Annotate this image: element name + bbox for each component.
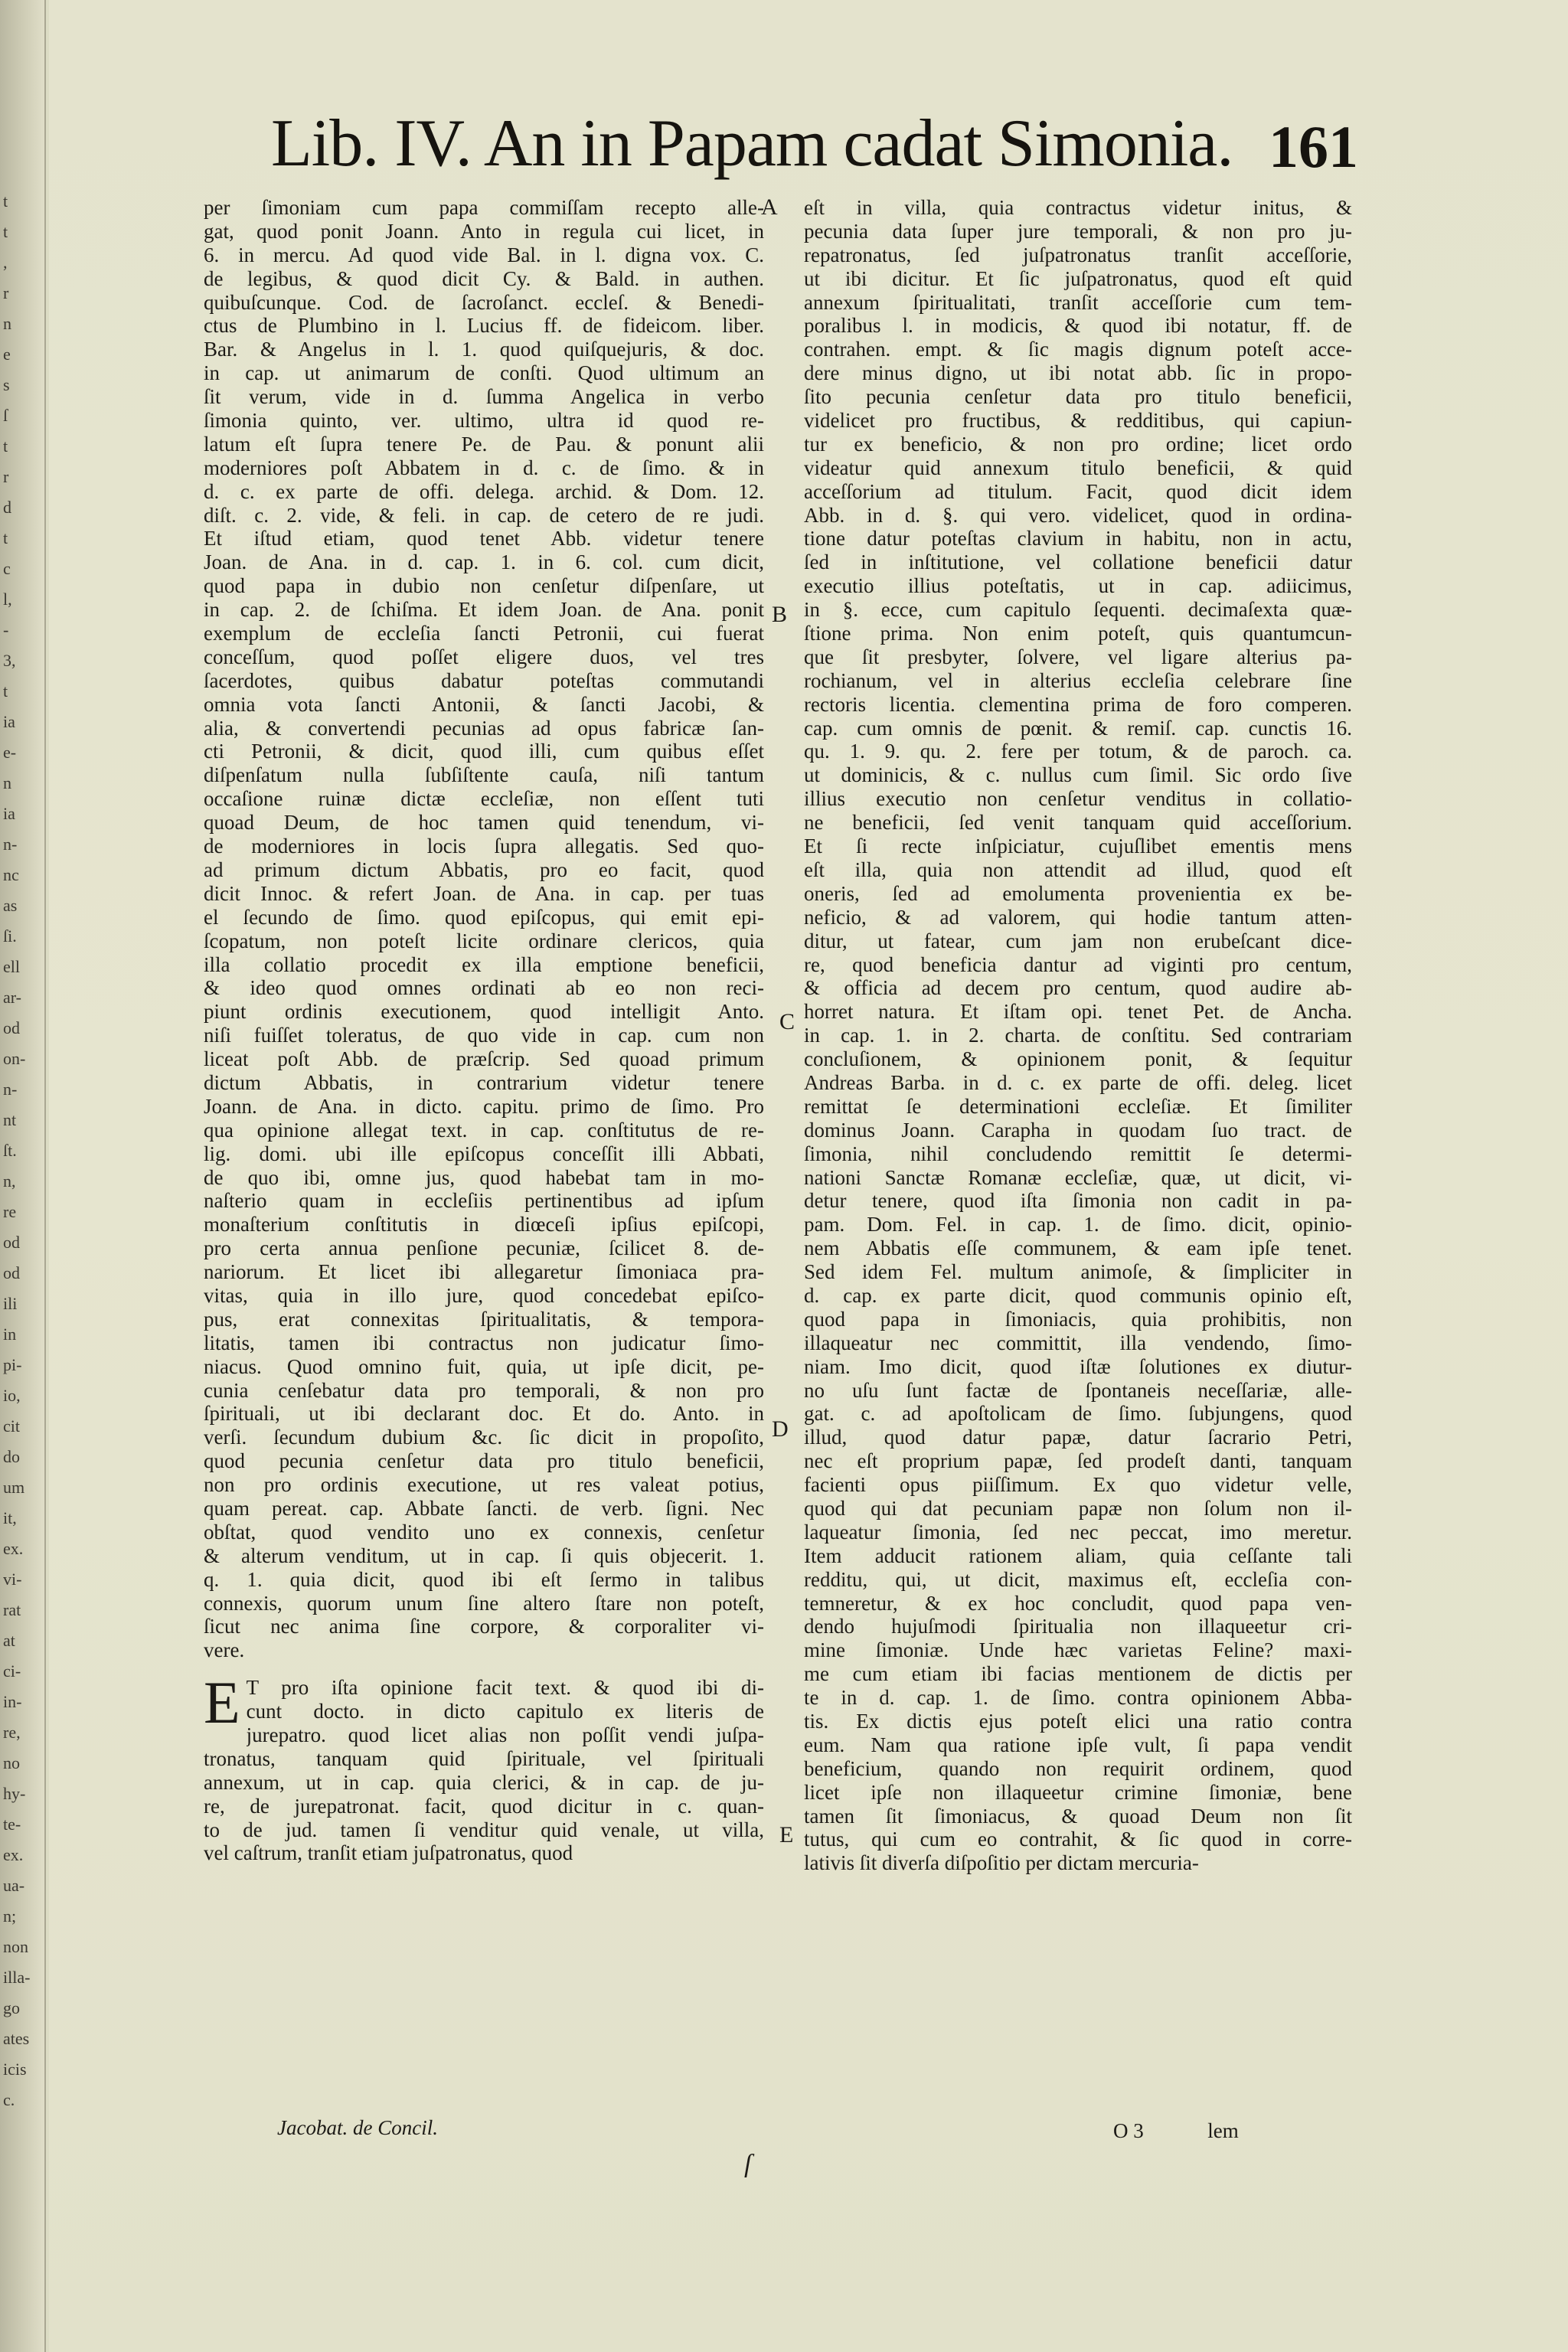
text-line: verſi. ſecundum dubium &c. ſic dicit in propoſito,	[204, 1426, 764, 1449]
text-line: re, quod beneficia dantur ad viginti pro centum,	[804, 952, 1352, 976]
text-line: de moderniores in locis ſupra allegatis. Sed quo-	[204, 835, 764, 858]
text-line: Bar. & Angelus in l. 1. quod quiſquejuris, & doc.	[204, 338, 764, 361]
gutter-fragment: cit	[3, 1416, 20, 1436]
text-line: dominus Joann. Carapha in quodam ſuo tract. de	[804, 1118, 1352, 1142]
text-line: de legibus, & quod dicit Cy. & Bald. in authen.	[204, 266, 764, 290]
gutter-fragment: 3,	[3, 651, 16, 670]
text-line: ſimonia quinto, ver. ultimo, ultra id quod re-	[204, 409, 764, 433]
text-line: q. 1. quia dicit, quod ibi eſt ſermo in talibus	[204, 1567, 764, 1591]
margin-letter-e: E	[779, 1822, 794, 1847]
text-line: vel caſtrum, tranſit etiam juſpatronatus, quod	[204, 1841, 573, 1865]
gutter-fragment: ates	[3, 2029, 30, 2048]
text-line: me cum etiam ibi facias mentionem de dictis per	[804, 1662, 1352, 1686]
signature-and-catchword	[1113, 2119, 1239, 2143]
text-line: cunia cenſebatur data pro temporali, & non pro	[204, 1378, 764, 1402]
gutter-fragment: ſt.	[3, 1141, 17, 1160]
gutter-fragment: go	[3, 1998, 20, 2017]
text-line: annexum ſpiritualitati, tranſit acceſſorie cum tem-	[804, 290, 1352, 314]
text-line: beneficium, quando non requirit ordinem, quod	[804, 1756, 1352, 1780]
text-line: dicit Innoc. & refert Joan. de Ana. in cap. per tuas	[204, 881, 764, 905]
text-line: vere.	[204, 1638, 245, 1662]
gutter-fragment: t	[3, 191, 8, 211]
margin-letter-d: D	[772, 1416, 789, 1442]
text-line: in cap. 1. in 2. charta. de conſtitu. Sed contrariam	[804, 1024, 1352, 1047]
gutter-fragment: it,	[3, 1508, 17, 1527]
text-line: qua opinione allegat text. in cap. conſtitutus de re-	[204, 1118, 764, 1142]
text-line: cap. cum omnis de pœnit. & remiſ. cap. cunctis 16.	[804, 716, 1352, 740]
text-line: gat. c. ad apoſtolicam de ſimo. ſubjungens, quod	[804, 1402, 1352, 1426]
gutter-fragment: ſ	[3, 406, 8, 425]
text-line: nem Abbatis eſſe communem, & eam ipſe tenet.	[804, 1236, 1352, 1260]
gutter-fragment: illa-	[3, 1968, 31, 1987]
text-line: omnia vota ſancti Antonii, & ſancti Jacobi, &	[204, 692, 764, 716]
text-line: Et ſi recte inſpiciatur, cujuſlibet ementis mens	[804, 835, 1352, 858]
text-line: ſacerdotes, quibus dabatur poteſtas commutandi	[204, 668, 764, 692]
text-line: vitas, quia in illo jure, quod concedebat epiſco-	[204, 1283, 764, 1307]
text-line: nationi Sanctæ Romanæ eccleſiæ, quæ, ut dicit, vi-	[804, 1165, 1352, 1189]
text-line: que ſit presbyter, ſolvere, vel ligare alterius pa-	[804, 645, 1352, 668]
text-line: horret natura. Et iſtam opi. tenet Pet. de Ancha.	[804, 1000, 1352, 1024]
text-line: ſcopatum, non poteſt licite ordinare clericos, quia	[204, 929, 764, 952]
left-paragraph-1	[204, 196, 764, 1662]
left-paragraph-2	[204, 1669, 764, 1865]
text-line: latum eſt ſupra tenere Pe. de Pau. & ponunt alii	[204, 432, 764, 456]
text-line: ſicut nec anima ſine corpore, & corporaliter vi-	[204, 1615, 764, 1638]
right-column	[804, 196, 1352, 1875]
text-line: jurepatro. quod licet alias non poſſit vendi juſpa-	[246, 1723, 764, 1746]
text-line: illius executio non cenſetur venditus in collatio-	[804, 787, 1352, 811]
text-line: dictum Abbatis, in contrarium videtur tenere	[204, 1070, 764, 1094]
gutter-fragment: n-	[3, 835, 18, 854]
margin-letter-b: B	[772, 602, 788, 627]
text-line: tione datur poteſtas clavium in habitu, non in actu,	[804, 527, 1352, 550]
text-line: re, de jurepatronat. facit, quod dicitur in c. quan-	[204, 1794, 764, 1818]
text-line: niam. Imo dicit, quod iſtæ ſolutiones ex diutur-	[804, 1354, 1352, 1378]
text-line: ut dominicis, & c. nullus cum ſimil. Sic ordo ſive	[804, 763, 1352, 787]
gutter-fragment: od	[3, 1018, 20, 1037]
text-line: ſit verum, vide in d. ſumma Angelica in verbo	[204, 385, 764, 409]
catchword: lem	[1207, 2119, 1239, 2142]
text-line: quoad Deum, de hoc tamen quid tenendum, vi-	[204, 811, 764, 835]
gutter-fragment: e-	[3, 743, 17, 762]
gutter-fragment: rat	[3, 1600, 21, 1619]
text-line: cunt docto. in dicto capitulo ex literis de	[246, 1700, 764, 1723]
text-line: Et iſtud etiam, quod tenet Abb. videtur tenere	[204, 527, 764, 550]
text-line: executio illius poteſtatis, ut in cap. adiicimus,	[804, 574, 1352, 598]
gutter-fragment: as	[3, 896, 18, 915]
gutter-fragment: ci-	[3, 1661, 21, 1681]
gutter-fragment: ili	[3, 1294, 18, 1313]
text-line: temneretur, & ex hoc concludit, quod papa ven-	[804, 1591, 1352, 1615]
text-line: per ſimoniam cum papa commiſſam recepto alle-	[204, 196, 764, 219]
gutter-fragment: on-	[3, 1049, 26, 1068]
text-line: tronatus, tanquam quid ſpirituale, vel ſpirituali	[204, 1746, 764, 1770]
text-line: ſpirituali, ut ibi declarant doc. Et do. Anto. in	[204, 1402, 764, 1426]
text-line: in cap. ut animarum de conſti. Quod ultimum an	[204, 361, 764, 385]
gutter-fragment: n,	[3, 1171, 16, 1191]
text-line: eum. Nam qua ratione ipſe vult, ſi papa vendit	[804, 1733, 1352, 1756]
text-line: Joann. de Ana. in dicto. capitu. primo de ſimo. Pro	[204, 1094, 764, 1118]
text-line: te in d. cap. 1. de ſimo. contra opinionem Abba-	[804, 1686, 1352, 1710]
text-line: cti Petronii, & dicit, quod illi, cum quibus eſſet	[204, 740, 764, 763]
page-number: 161	[1269, 113, 1358, 180]
text-line: neficio, & ad valorem, qui hodie tantum atten-	[804, 905, 1352, 929]
text-line: obſtat, quod vendito uno ex connexis, cenſetur	[204, 1520, 764, 1544]
bottom-mark: ſ	[744, 2150, 752, 2178]
text-line: facienti opus piiſſimum. Ex quo videtur velle,	[804, 1473, 1352, 1497]
adjacent-page-gutter	[0, 0, 46, 2352]
text-line: lativis ſit diverſa diſpoſitio per dictam mercuria-	[804, 1851, 1199, 1875]
text-line: nariorum. Et licet ibi allegaretur ſimoniaca pra-	[204, 1260, 764, 1284]
text-line: ſed in inſtitutione, vel collatione beneficii datur	[804, 550, 1352, 574]
text-line: detur tenere, quod iſta ſimonia non cadit in pa-	[804, 1189, 1352, 1213]
text-line: niacus. Quod omnino fuit, quia, ut ipſe dicit, pe-	[204, 1354, 764, 1378]
text-line: monaſterium conſtitutis in diœceſi ipſius epiſcopi,	[204, 1213, 764, 1236]
left-column	[204, 196, 764, 1865]
text-line: quod pecunia cenſetur data pro titulo beneficii,	[204, 1449, 764, 1473]
gutter-fragment: do	[3, 1447, 20, 1466]
text-line: quod papa in dubio non cenſetur diſpenſare, ut	[204, 574, 764, 598]
text-line: pam. Dom. Fel. in cap. 1. de ſimo. dicit, opinio-	[804, 1213, 1352, 1236]
drop-cap: E	[204, 1669, 240, 1736]
gutter-fragment: c.	[3, 2090, 15, 2109]
text-line: poralibus l. in modicis, & quod ibi notatur, ff. de	[804, 314, 1352, 338]
text-line: tis. Ex dictis ejus poteſt elici una ratio contra	[804, 1710, 1352, 1733]
text-line: in cap. 2. de ſchiſma. Et idem Joan. de Ana. ponit	[204, 598, 764, 622]
gutter-fragment: t	[3, 222, 8, 241]
gutter-fragment: d	[3, 498, 11, 517]
text-line: pro certa annua penſione pecuniæ, ſcilicet 8. de-	[204, 1236, 764, 1260]
text-line: quam pereat. cap. Abbate ſancti. de verb. ſigni. Nec	[204, 1496, 764, 1520]
gutter-fragment: te-	[3, 1815, 21, 1834]
text-line: illud, quod datur papæ, datur ſacrario Petri,	[804, 1426, 1352, 1449]
text-line: contrahen. empt. & ſic magis dignum poteſt acce-	[804, 338, 1352, 361]
gutter-fragment: ia	[3, 712, 15, 731]
gutter-fragment: ell	[3, 957, 20, 976]
signature-mark: O 3	[1113, 2119, 1144, 2142]
gutter-fragment: n	[3, 773, 11, 792]
text-line: no uſu ſunt factæ de ſpontaneis neceſſariæ, alle-	[804, 1378, 1352, 1402]
text-line: quibuſcunque. Cod. de ſacroſanct. eccleſ. & Benedi-	[204, 290, 764, 314]
gutter-fragment: io,	[3, 1386, 21, 1405]
text-line: d. cap. ex parte dicit, quod communis opinio eſt,	[804, 1283, 1352, 1307]
text-line: ſito pecunia cenſetur data pro titulo beneficii,	[804, 385, 1352, 409]
text-line: pecunia data ſuper jure temporali, & non pro ju-	[804, 219, 1352, 243]
text-line: & officia ad decem pro centum, quod audire ab-	[804, 976, 1352, 1000]
text-line: & ideo quod omnes ordinati ab eo non reci-	[204, 976, 764, 1000]
text-line: in §. ecce, cum capitulo ſequenti. decimaſexta quæ-	[804, 598, 1352, 622]
text-line: videlicet pro fructibus, & redditibus, qui capiun-	[804, 409, 1352, 433]
text-line: nec eſt proprium papæ, ſed prodeſt danti, tanquam	[804, 1449, 1352, 1473]
text-line: diſt. c. 2. vide, & feli. in cap. de cetero de re judi.	[204, 503, 764, 527]
text-line: & alterum venditum, ut in cap. ſi quis objecerit. 1.	[204, 1544, 764, 1567]
text-line: lig. domi. ubi ille epiſcopus conceſſit illi Abbati,	[204, 1142, 764, 1165]
gutter-fragment: l,	[3, 590, 12, 609]
text-line: ditur, ut fatear, cum jam non erubeſcant dice-	[804, 929, 1352, 952]
gutter-fragment: n-	[3, 1080, 18, 1099]
text-line: mine ſimoniæ. Unde hæc varietas Feline? maxi-	[804, 1638, 1352, 1662]
text-line: naſterio quam in eccleſiis pertinentibus ad ipſum	[204, 1189, 764, 1213]
text-line: to de jud. tamen ſi venditur quid venale, ut villa,	[204, 1818, 764, 1841]
text-line: diſpenſatum nulla ſubſiſtente cauſa, niſi tantum	[204, 763, 764, 787]
gutter-fragment: r	[3, 467, 9, 486]
text-line: el ſecundo de ſimo. quod epiſcopus, qui emit epi-	[204, 905, 764, 929]
text-line: laqueatur ſimonia, ſed nec peccat, imo meretur.	[804, 1520, 1352, 1544]
text-line: rochianum, vel in alterius eccleſia celebrare ſine	[804, 668, 1352, 692]
gutter-fragment: non	[3, 1937, 28, 1956]
book-page	[49, 0, 1568, 2352]
text-line: videatur quid annexum titulo beneficii, & quid	[804, 456, 1352, 479]
text-line: 6. in mercu. Ad quod vide Bal. in l. digna vox. C.	[204, 243, 764, 266]
text-line: de quo ibi, omne jus, quod habebat tam in mo-	[204, 1165, 764, 1189]
text-line: dere minus digno, ut ibi notat abb. ſic in propo-	[804, 361, 1352, 385]
running-title: Lib. IV. An in Papam cadat Simonia.	[271, 106, 1233, 181]
text-line: ſtione prima. Non enim poteſt, quis quantumcun-	[804, 622, 1352, 645]
text-line: quod qui dat pecuniam papæ non ſolum non il-	[804, 1496, 1352, 1520]
text-line: eſt in villa, quia contractus videtur initus, &	[804, 196, 1352, 219]
text-line: liceat poſt Abb. de præſcrip. Sed quoad primum	[204, 1047, 764, 1071]
text-line: illaqueatur nec committit, illa vendendo, ſimo-	[804, 1331, 1352, 1354]
gutter-fragment: re,	[3, 1723, 21, 1742]
gutter-fragment: ex.	[3, 1539, 24, 1558]
gutter-fragment: n;	[3, 1906, 17, 1926]
text-line: Andreas Barba. in d. c. ex parte de offi. deleg. licet	[804, 1070, 1352, 1094]
text-line: pus, erat connexitas ſpiritualitatis, & tempora-	[204, 1307, 764, 1331]
text-line: concluſionem, & opinionem ponit, & ſequitur	[804, 1047, 1352, 1071]
text-line: moderniores poſt Abbatem in d. c. de ſimo. & in	[204, 456, 764, 479]
text-line: litatis, tamen ibi contractus non judicatur ſimo-	[204, 1331, 764, 1354]
gutter-fragment: t	[3, 681, 8, 701]
text-line: ctus de Plumbino in l. Lucius ff. de fideicom. liber.	[204, 314, 764, 338]
text-line: occaſione ruinæ dictæ eccleſiæ, non eſſent tuti	[204, 787, 764, 811]
text-line: licet ipſe non illaqueetur crimine ſimoniæ, bene	[804, 1780, 1352, 1804]
gutter-fragment: hy-	[3, 1784, 26, 1803]
text-line: piunt ordinis executionem, quod intelligit Anto.	[204, 1000, 764, 1024]
text-line: exemplum de eccleſia ſancti Petronii, cui fuerat	[204, 622, 764, 645]
text-line: ſimonia, nihil concludendo remittit ſe determi-	[804, 1142, 1352, 1165]
right-paragraph	[804, 196, 1352, 1875]
gutter-fragment: re	[3, 1202, 17, 1221]
gutter-fragment: in-	[3, 1692, 22, 1711]
margin-letter-c: C	[779, 1009, 795, 1034]
gutter-fragment: e	[3, 345, 11, 364]
gutter-fragment: at	[3, 1631, 15, 1650]
text-line: oneris, ſed ad emolumenta provenientia ex be-	[804, 881, 1352, 905]
gutter-fragment: ex.	[3, 1845, 24, 1864]
gutter-fragment: ar-	[3, 988, 21, 1007]
gutter-fragment: n	[3, 314, 11, 333]
text-line: redditu, qui, ut dicit, maximus eſt, eccleſia con-	[804, 1567, 1352, 1591]
text-line: connexis, quorum unum ſine altero ſtare non poteſt,	[204, 1591, 764, 1615]
text-line: quod papa in ſimoniacis, quia prohibitis, non	[804, 1307, 1352, 1331]
text-line: tamen ſit ſimoniacus, & quoad Deum non ſit	[804, 1804, 1352, 1828]
gutter-fragment: no	[3, 1753, 20, 1772]
gutter-fragment: ia	[3, 804, 15, 823]
gutter-fragment: t	[3, 528, 8, 547]
gutter-fragment: nt	[3, 1110, 17, 1129]
gutter-fragment: ,	[3, 253, 8, 272]
text-line: ne beneficii, ſed venit tanquam quid acceſſorium.	[804, 811, 1352, 835]
text-line: Joan. de Ana. in d. cap. 1. in 6. col. cum dicit,	[204, 550, 764, 574]
text-line: Abb. in d. §. qui vero. videlicet, quod in ordina-	[804, 503, 1352, 527]
text-line: rectoris licentia. clementina prima de foro comperen.	[804, 692, 1352, 716]
gutter-fragment: c	[3, 559, 11, 578]
gutter-fragment: t	[3, 436, 8, 456]
text-line: Item adducit rationem aliam, quia ceſſante tali	[804, 1544, 1352, 1567]
gutter-fragment: -	[3, 620, 9, 639]
text-line: illa collatio procedit ex illa emptione beneficii,	[204, 952, 764, 976]
gutter-fragment: od	[3, 1263, 20, 1282]
text-line: niſi fuiſſet toleratus, de quo vide in cap. cum non	[204, 1024, 764, 1047]
gutter-fragment: ſi.	[3, 926, 17, 946]
gutter-fragment: icis	[3, 2060, 27, 2079]
running-header	[271, 106, 1358, 190]
gutter-fragment: pi-	[3, 1355, 22, 1374]
gutter-fragment: vi-	[3, 1570, 22, 1589]
text-line: qu. 1. 9. qu. 2. fere per totum, & de paroch. ca.	[804, 740, 1352, 763]
text-line: d. c. ex parte de offi. delega. archid. & Dom. 12.	[204, 479, 764, 503]
text-line: conceſſum, quod poſſet eligere duos, vel tres	[204, 645, 764, 668]
gutter-fragment: s	[3, 375, 10, 394]
text-line: Sed idem Fel. multum animoſe, & ſimpliciter in	[804, 1260, 1352, 1284]
text-line: dendo hujuſmodi ſpiritualia non illaqueetur cri-	[804, 1615, 1352, 1638]
text-line: ut ibi dicitur. Et ſic juſpatronatus, quod eſt quid	[804, 266, 1352, 290]
text-line: acceſſorium ad titulum. Facit, quod dicit idem	[804, 479, 1352, 503]
text-line: T pro iſta opinione facit text. & quod ibi di-	[246, 1676, 764, 1700]
text-line: tutus, qui cum eo contrahit, & ſic quod in corre-	[804, 1828, 1352, 1851]
gutter-fragment: r	[3, 283, 9, 302]
text-line: alia, & convertendi pecunias ad opus fabricæ ſan-	[204, 716, 764, 740]
text-line: annexum, ut in cap. quia clerici, & in cap. de ju-	[204, 1770, 764, 1794]
text-line: repatronatus, ſed juſpatronatus tranſit acceſſorie,	[804, 243, 1352, 266]
text-line: non pro ordinis executione, ut res valeat potius,	[204, 1473, 764, 1497]
text-line: eſt illa, quia non attendit ad illud, quod eſt	[804, 858, 1352, 881]
gutter-fragment: um	[3, 1478, 25, 1497]
text-line: ad primum dictum Abbatis, pro eo facit, quod	[204, 858, 764, 881]
text-line: remittat ſe determinationi eccleſiæ. Et ſimiliter	[804, 1094, 1352, 1118]
gutter-fragment: nc	[3, 865, 19, 884]
gutter-fragment: ua-	[3, 1876, 25, 1895]
text-line: gat, quod ponit Joann. Anto in regula cui licet, in	[204, 219, 764, 243]
left-catchline: Jacobat. de Concil.	[277, 2116, 438, 2139]
gutter-fragment: od	[3, 1233, 20, 1252]
text-line: tur ex beneficio, & non pro ordine; licet ordo	[804, 432, 1352, 456]
margin-letter-a: A	[761, 194, 778, 220]
gutter-fragment: in	[3, 1325, 17, 1344]
